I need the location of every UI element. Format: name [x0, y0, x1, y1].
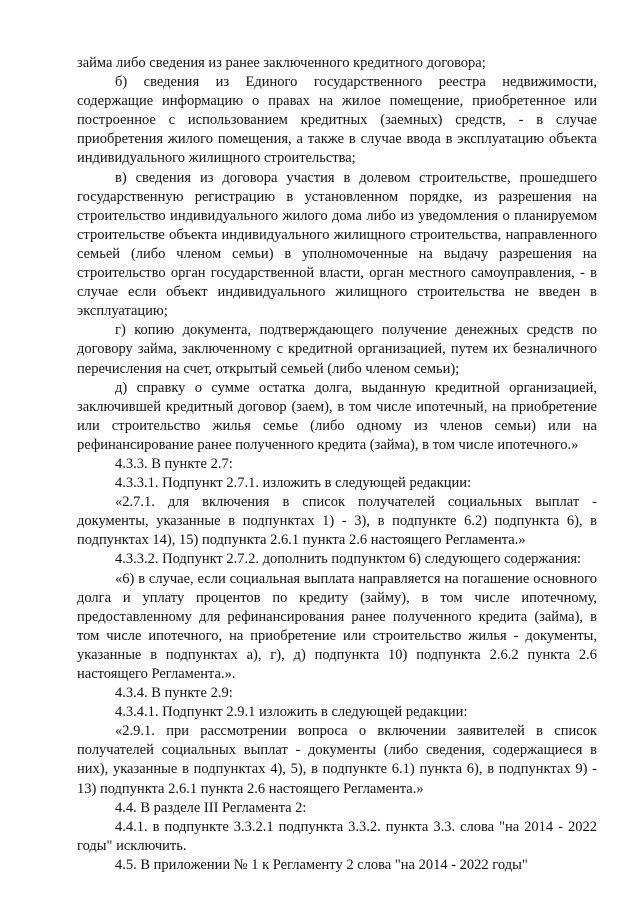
paragraph-4-3-4: 4.3.4. В пункте 2.9: [115, 685, 233, 702]
paragraph-4-3-3-1: 4.3.3.1. Подпункт 2.7.1. изложить в следующей редакции: [115, 475, 472, 492]
paragraph-4-4: 4.4. В разделе III Регламента 2: [115, 799, 307, 816]
paragraph-4-3-4-1: 4.3.4.1. Подпункт 2.9.1 изложить в следующей редакции: [115, 704, 468, 721]
paragraph-item-g: г) копию документа, подтверждающего получение денежных средств по договору займа, заключенному с кредитной организацией, путем их безналичного перечисления на счет, открытый семьей (либо членом семьи); [77, 322, 597, 377]
paragraph-quote-6: «6) в случае, если социальная выплата направляется на погашение основного долга и уплату процентов по кредиту (займу), в том числе ипотечному, предоставленному для рефинансирования ранее полученного кредита (займа), в том числе ипотечного, на приобретение или строительство жилья - документы, указанные в подпунктах а), г), д) подпункта 10) подпункта 2.6.2 пункта 2.6 настоящего Регламента.». [77, 570, 597, 682]
paragraph-4-5: 4.5. В приложении № 1 к Регламенту 2 слова "на 2014 - 2022 годы" [115, 856, 528, 873]
paragraph-item-b: б) сведения из Единого государственного реестра недвижимости, содержащие информацию о правах на жилое помещение, приобретенное или построенное с использованием кредитных (заемных) средств, - в случае приобретения жилого помещения, а также в случае ввода в эксплуатацию объекта индивидуального жилищного строительства; [77, 74, 597, 167]
paragraph-4-3-3-2: 4.3.3.2. Подпункт 2.7.2. дополнить подпунктом 6) следующего содержания: [115, 551, 582, 568]
paragraph-quote-2-7-1: «2.7.1. для включения в список получателей социальных выплат - документы, указанные в подпунктах 1) - 3), в подпункте 6.2) подпункта 6), в подпунктах 14), 15) подпункта 2.6.1 пункта 2.6 настоящего Регламента.» [77, 494, 597, 549]
paragraph-item-d: д) справку о сумме остатка долга, выданную кредитной организацией, заключившей кредитный договор (заем), в том числе ипотечный, на приобретение или строительство жилья семье (либо одному из членов семьи) или на рефинансирование ранее полученного кредита (займа), в том числе ипотечного.» [77, 379, 597, 453]
document-page [77, 54, 597, 875]
paragraph-quote-2-9-1: «2.9.1. при рассмотрении вопроса о включении заявителей в список получателей социальных выплат - документы (либо сведения, содержащиеся в них), указанные в подпунктах 4), 5), в подпункте 6.1) пункта 6), в подпунктах 9) - 13) подпункта 2.6.1 пункта 2.6 настоящего Регламента.» [77, 723, 597, 797]
paragraph-item-v: в) сведения из договора участия в долевом строительстве, прошедшего государственную регистрацию в установленном порядке, из разрешения на строительство индивидуального жилого дома либо из уведомления о планируемом строительстве объекта индивидуального жилищного строительства, направленного семьей (либо членом семьи) в уполномоченные на выдачу разрешения на строительство орган государственной власти, орган местного самоуправления, - в случае если объект индивидуального жилищного строительства не введен в эксплуатацию; [77, 169, 597, 320]
paragraph-4-4-1: 4.4.1. в подпункте 3.3.2.1 подпункта 3.3.2. пункта 3.3. слова "на 2014 - 2022 годы" исключить. [77, 818, 597, 854]
paragraph-continuation: займа либо сведения из ранее заключенного кредитного договора; [77, 55, 486, 71]
paragraph-4-3-3: 4.3.3. В пункте 2.7: [115, 455, 233, 472]
